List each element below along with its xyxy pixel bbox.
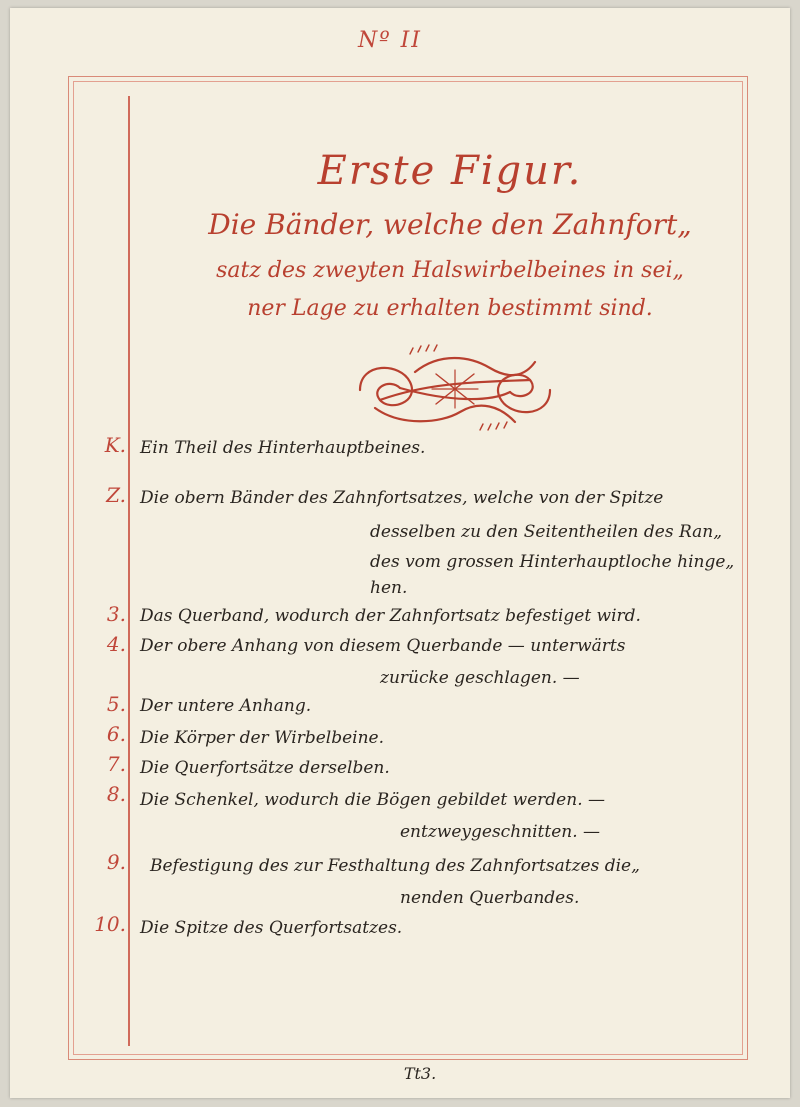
item-number: K. <box>104 433 126 457</box>
item-text: Das Querband, wodurch der Zahnfortsatz befestiget wird. <box>140 606 641 626</box>
item-text-continuation: zurücke geschlagen. — <box>380 668 580 688</box>
item-text-continuation: hen. <box>370 578 408 598</box>
manuscript-page <box>10 8 790 1098</box>
number-column-rule <box>128 96 130 1046</box>
item-text: Die Schenkel, wodurch die Bögen gebildet werden. — <box>140 790 606 810</box>
subtitle-line-2: satz des zweyten Halswirbelbeines in sei„ <box>216 258 684 283</box>
folio-number: Nº II <box>358 28 422 53</box>
item-text-continuation: entzweygeschnitten. — <box>400 822 601 842</box>
item-number: Z. <box>106 483 126 507</box>
item-number: 6. <box>106 722 126 746</box>
item-text: Die obern Bänder des Zahnfortsatzes, welche von der Spitze <box>140 488 664 508</box>
catchword: Tt3. <box>403 1064 437 1083</box>
item-text-continuation: desselben zu den Seitentheilen des Ran„ <box>370 522 723 542</box>
item-text: Befestigung des zur Festhaltung des Zahnfortsatzes die„ <box>150 856 640 876</box>
page-title: Erste Figur. <box>317 148 583 194</box>
item-number: 7. <box>106 752 126 776</box>
item-number: 3. <box>106 602 126 626</box>
item-number: 4. <box>106 632 126 656</box>
item-text-continuation: nenden Querbandes. <box>400 888 580 908</box>
item-number: 9. <box>106 850 126 874</box>
item-text: Die Körper der Wirbelbeine. <box>140 728 384 748</box>
item-text: Der untere Anhang. <box>140 696 312 716</box>
subtitle-line-3: ner Lage zu erhalten bestimmt sind. <box>247 296 653 321</box>
item-text: Der obere Anhang von diesem Querbande — unterwärts <box>140 636 626 656</box>
item-text: Die Querfortsätze derselben. <box>140 758 390 778</box>
item-number: 10. <box>94 912 126 936</box>
item-text: Ein Theil des Hinterhauptbeines. <box>140 438 426 458</box>
subtitle-line-1: Die Bänder, welche den Zahnfort„ <box>208 208 692 241</box>
calligraphic-flourish <box>340 342 570 438</box>
item-text-continuation: des vom grossen Hinterhauptloche hinge„ <box>370 552 735 572</box>
item-number: 8. <box>106 782 126 806</box>
item-number: 5. <box>106 692 126 716</box>
item-text: Die Spitze des Querfortsatzes. <box>140 918 403 938</box>
